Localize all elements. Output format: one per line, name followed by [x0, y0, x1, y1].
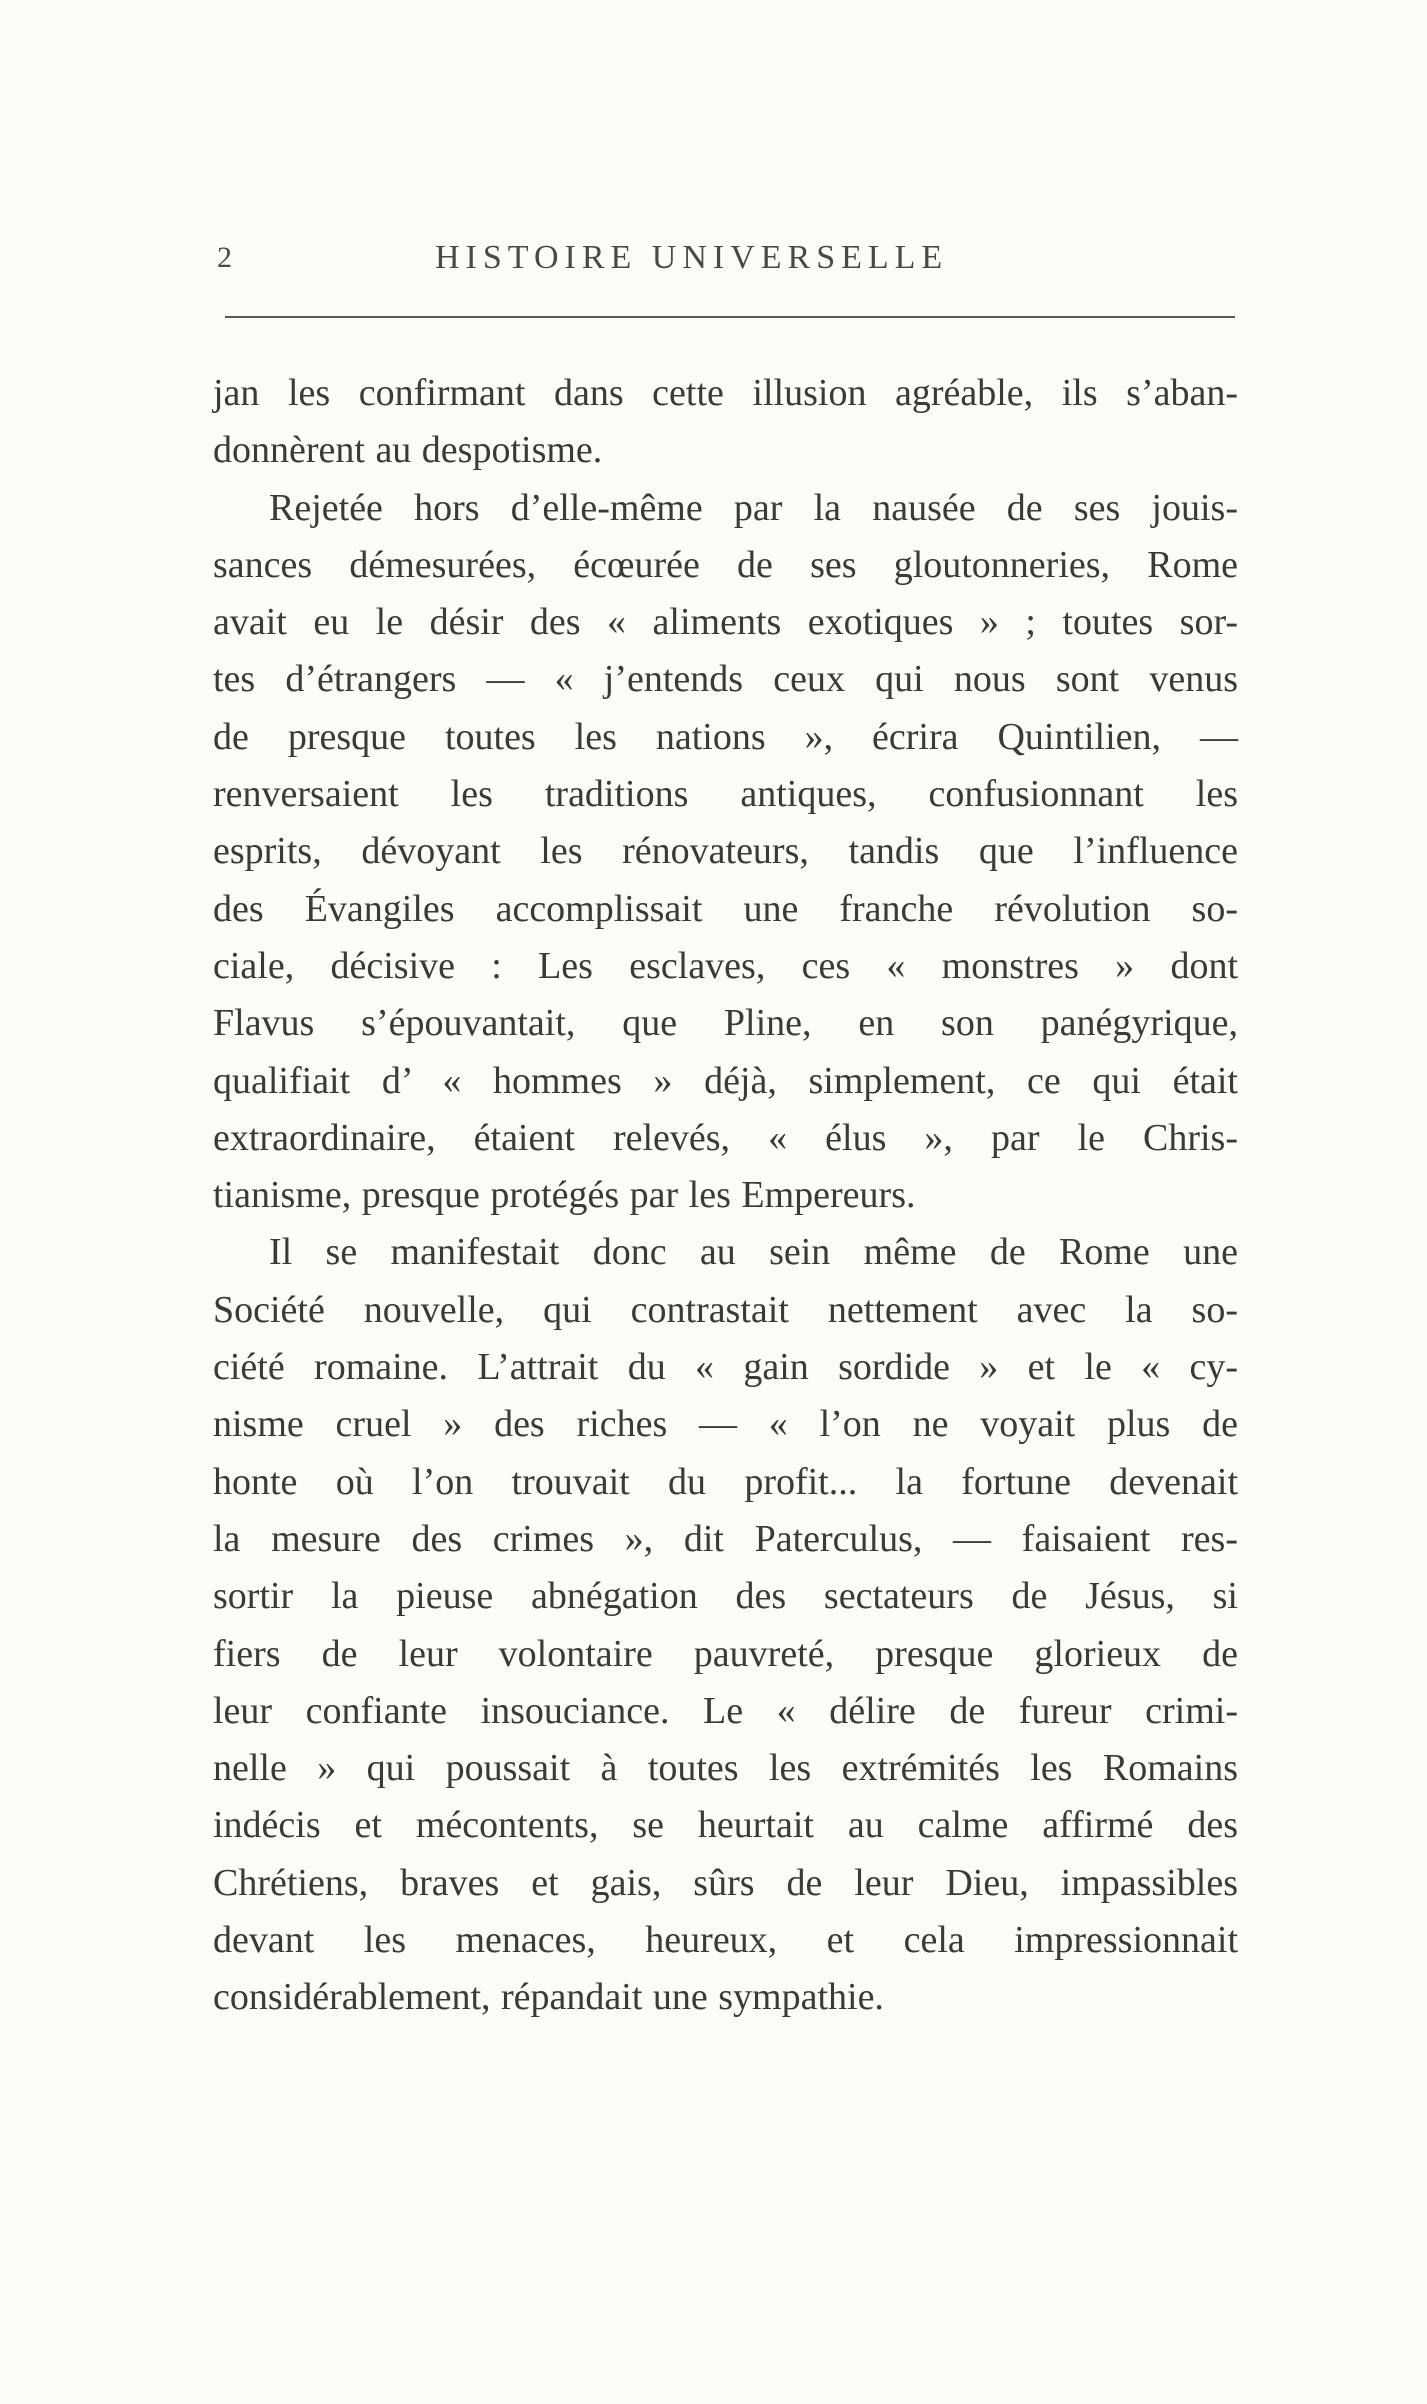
text-line: des Évangiles accomplissait une franche révolution so- — [213, 887, 1238, 930]
text-line: Flavus s’épouvantait, que Pline, en son panégyrique, — [213, 1002, 1238, 1045]
running-title: HISTOIRE UNIVERSELLE — [435, 239, 949, 276]
text-line: devant les menaces, heureux, et cela impressionnait — [213, 1919, 1238, 1962]
text-line: indécis et mécontents, se heurtait au calme affirmé des — [213, 1804, 1238, 1847]
text-line: sortir la pieuse abnégation des sectateurs de Jésus, si — [213, 1575, 1238, 1618]
text-line: tianisme, presque protégés par les Empereurs. — [213, 1174, 916, 1217]
text-line: esprits, dévoyant les rénovateurs, tandis que l’influence — [213, 830, 1238, 873]
body-text — [213, 365, 1238, 2027]
text-line: considérablement, répandait une sympathie. — [213, 1976, 884, 2019]
text-line: donnèrent au despotisme. — [213, 429, 603, 472]
text-line: avait eu le désir des « aliments exotiques » ; toutes sor- — [213, 601, 1238, 644]
text-line: honte où l’on trouvait du profit... la fortune devenait — [213, 1460, 1238, 1503]
text-line: sances démesurées, écœurée de ses gloutonneries, Rome — [213, 543, 1238, 586]
text-line: jan les confirmant dans cette illusion agréable, ils s’aban- — [213, 372, 1238, 414]
text-line: extraordinaire, étaient relevés, « élus », par le Chris- — [213, 1116, 1238, 1159]
text-line: nisme cruel » des riches — « l’on ne voyait plus de — [213, 1403, 1238, 1446]
text-line: ciale, décisive : Les esclaves, ces « monstres » dont — [213, 944, 1238, 987]
text-line: nelle » qui poussait à toutes les extrémités les Romains — [213, 1747, 1238, 1790]
text-line: Société nouvelle, qui contrastait nettement avec la so- — [213, 1288, 1238, 1331]
text-line: Rejetée hors d’elle-même par la nausée de ses jouis- — [269, 486, 1238, 529]
text-line: la mesure des crimes », dit Paterculus, — faisaient res- — [213, 1517, 1238, 1560]
text-line: tes d’étrangers — « j’entends ceux qui nous sont venus — [213, 658, 1238, 701]
text-line: renversaient les traditions antiques, confusionnant les — [213, 773, 1238, 816]
header-rule — [225, 316, 1235, 318]
text-line: fiers de leur volontaire pauvreté, presque glorieux de — [213, 1632, 1238, 1675]
text-line: leur confiante insouciance. Le « délire de fureur crimi- — [213, 1689, 1238, 1732]
text-line: Il se manifestait donc au sein même de Rome une — [269, 1231, 1238, 1274]
text-line: de presque toutes les nations », écrira Quintilien, — — [213, 715, 1238, 758]
page-number: 2 — [217, 241, 232, 274]
running-head — [217, 238, 1237, 278]
text-line: Chrétiens, braves et gais, sûrs de leur Dieu, impassibles — [213, 1861, 1238, 1904]
text-line: ciété romaine. L’attrait du « gain sordide » et le « cy- — [213, 1346, 1238, 1389]
text-line: qualifiait d’ « hommes » déjà, simplement, ce qui était — [213, 1059, 1238, 1102]
